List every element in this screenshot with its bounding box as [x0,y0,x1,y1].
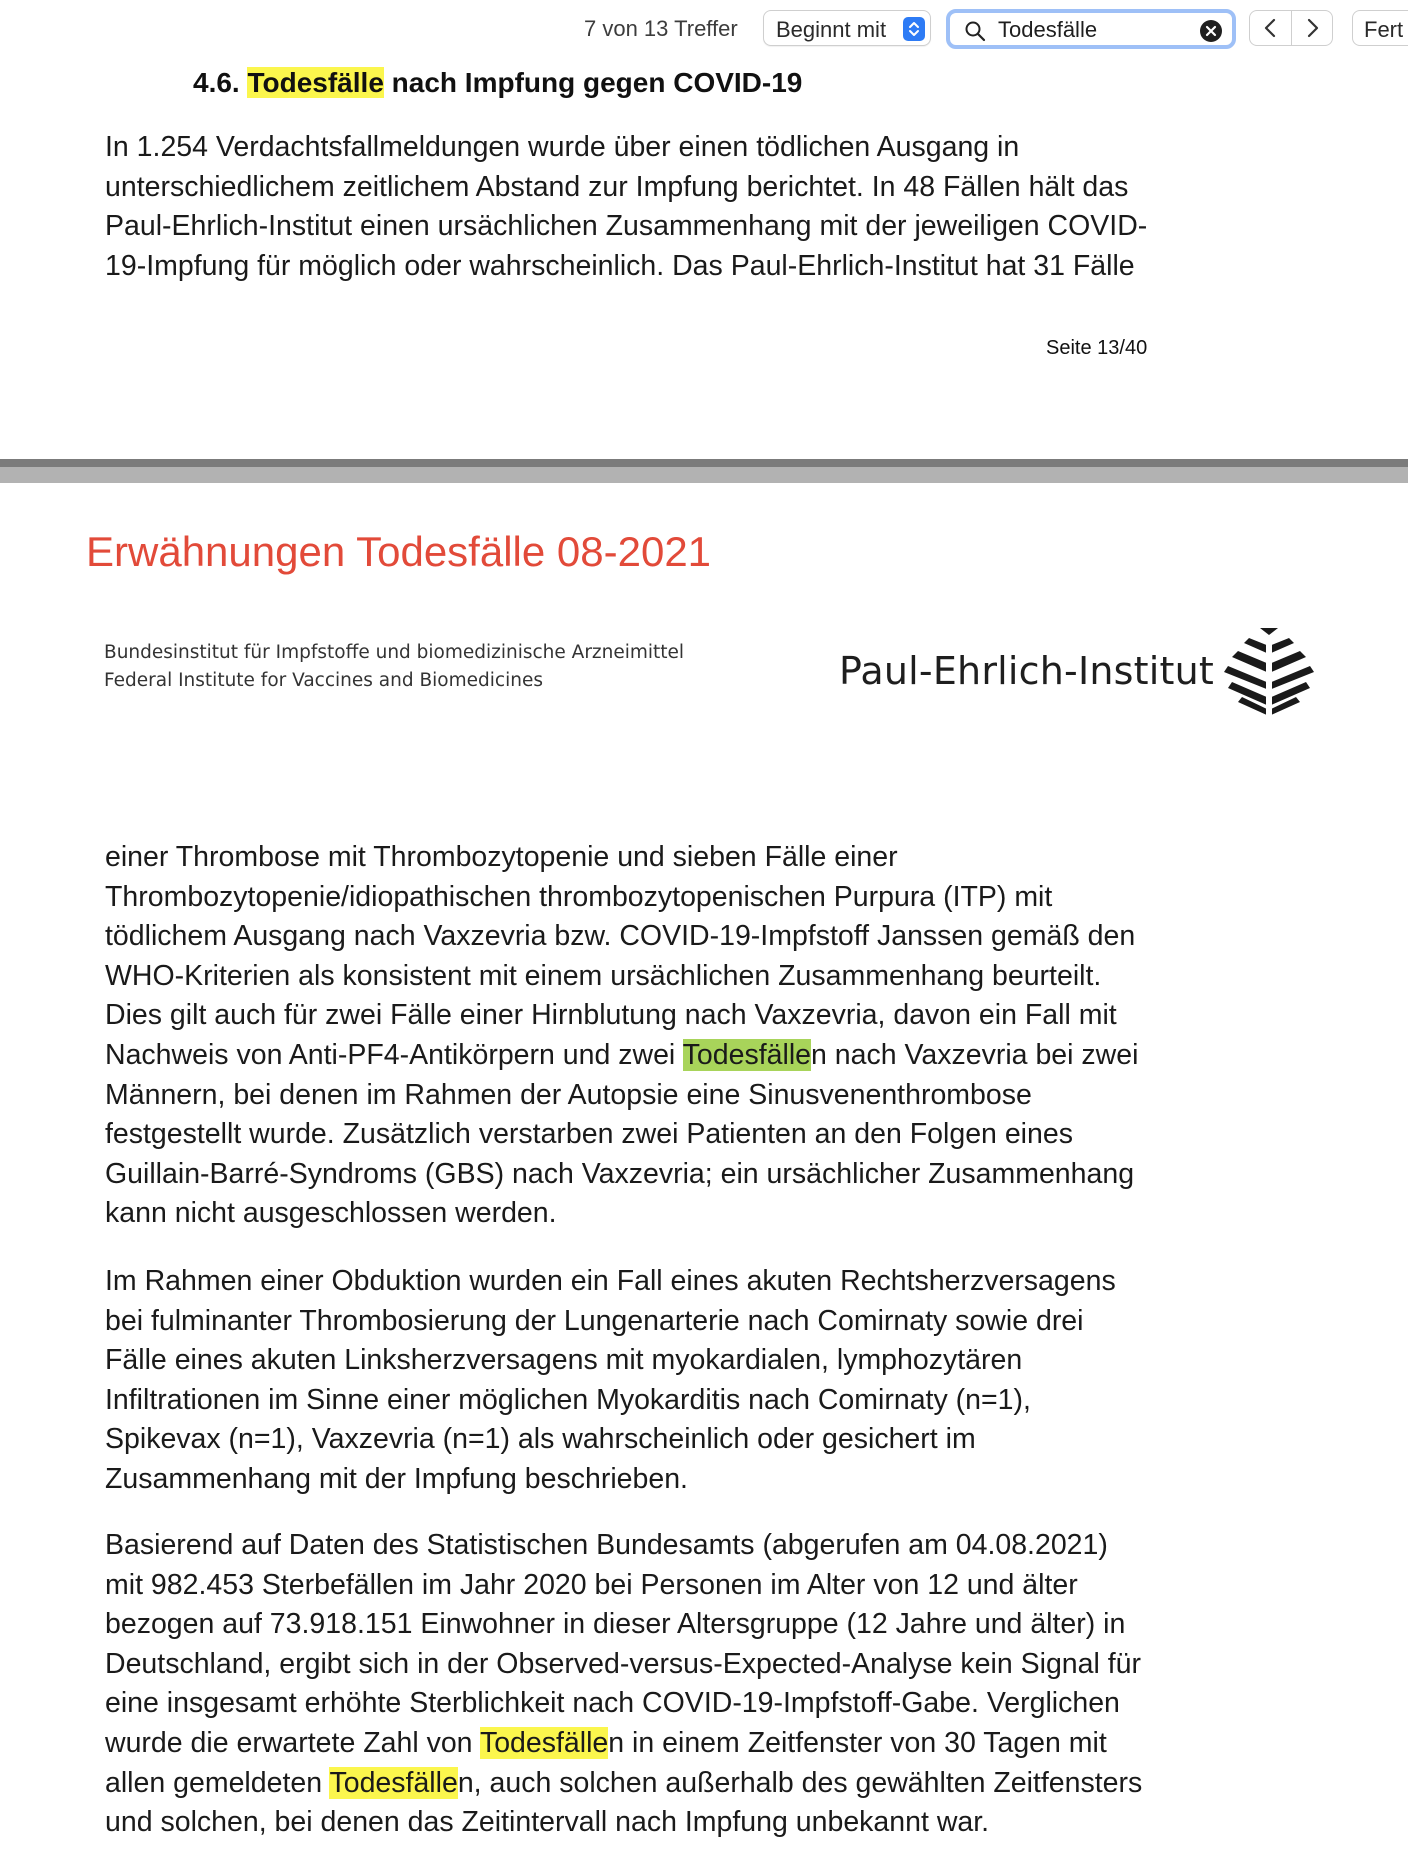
page14-paragraph-2 [105,1262,1255,1500]
text-line: Spikevax (n=1), Vaxzevria (n=1) als wahrscheinlich oder gesichert im [105,1423,976,1456]
done-button[interactable] [1352,10,1408,46]
match-navigation [1249,10,1333,46]
done-button-label: Fert [1364,17,1404,42]
text-segment: allen gemeldeten [105,1766,330,1799]
page-separator [0,459,1408,483]
text-line: kann nicht ausgeschlossen werden. [105,1197,557,1230]
clear-search-icon[interactable] [1200,20,1222,42]
text-line: bezogen auf 73.918.151 Einwohner in dieser Altersgruppe (12 Jahre und älter) in [105,1608,1126,1641]
text-line: Basierend auf Daten des Statistischen Bundesamts (abgerufen am 04.08.2021) [105,1529,1108,1561]
search-field[interactable] [946,9,1236,49]
next-match-button[interactable] [1292,11,1333,45]
search-input[interactable] [998,16,1178,44]
text-line: eine insgesamt erhöhte Sterblichkeit nach COVID-19-Impfstoff-Gabe. Verglichen [105,1687,1120,1720]
text-line: Im Rahmen einer Obduktion wurden ein Fall eines akuten Rechtsherzversagens [105,1265,1116,1297]
text-line: Thrombozytopenie/idiopathischen thrombozytopenischen Purpura (ITP) mit [105,880,1053,913]
text-line: einer Thrombose mit Thrombozytopenie und sieben Fälle einer [105,841,898,873]
text-line [105,1724,1255,1764]
text-line: Dies gilt auch für zwei Fälle einer Hirnblutung nach Vaxzevria, davon ein Fall mit [105,999,1117,1032]
text-line: Paul-Ehrlich-Institut einen ursächlichen Zusammenhang mit der jeweiligen COVID- [105,210,1148,243]
text-segment: wurde die erwartete Zahl von [105,1726,480,1759]
text-line: Infiltrationen im Sinne einer möglichen Myokarditis nach Comirnaty (n=1), [105,1383,1031,1416]
text-line: mit 982.453 Sterbefällen im Jahr 2020 bei Personen im Alter von 12 und älter [105,1568,1078,1601]
text-line: tödlichem Ausgang nach Vaxzevria bzw. COVID-19-Impfstoff Janssen gemäß den [105,920,1136,953]
letterhead-english-line: Federal Institute for Vaccines and Biomedicines [104,670,543,691]
section-heading [193,64,802,102]
chevron-right-icon [1292,11,1333,45]
text-line: bei fulminanter Thrombosierung der Lungenarterie nach Comirnaty sowie drei [105,1304,1084,1337]
text-segment: n, auch solchen außerhalb des gewählten Zeitfensters [457,1766,1143,1799]
letterhead-german-line: Bundesinstitut für Impfstoffe und biomedizinische Arzneimittel [104,642,685,663]
text-line: 19-Impfung für möglich oder wahrscheinlich. Das Paul-Ehrlich-Institut hat 31 Fälle [105,249,1135,282]
search-match-highlight: Todesfälle [479,1726,609,1759]
text-line: WHO-Kriterien als konsistent mit einem ursächlichen Zusammenhang beurteilt. [105,959,1102,992]
section-number: 4.6. [193,67,240,98]
section-title-rest: nach Impfung gegen COVID-19 [391,67,803,98]
previous-match-button[interactable] [1250,11,1292,45]
page-number: Seite 13/40 [1046,337,1148,359]
page14-paragraph-1 [105,838,1255,1234]
text-line: In 1.254 Verdachtsfallmeldungen wurde über einen tödlichen Ausgang in [105,131,1020,163]
text-line: Zusammenhang mit der Impfung beschrieben. [105,1462,688,1495]
current-match-highlight: Todesfälle [682,1038,812,1071]
match-mode-label: Beginnt mit [776,17,887,42]
updown-chevron-icon [903,17,925,41]
text-segment: n in einem Zeitfenster von 30 Tagen mit [608,1726,1107,1759]
text-line: Guillain-Barré-Syndroms (GBS) nach Vaxzevria; ein ursächlicher Zusammenhang [105,1157,1135,1190]
text-line: Deutschland, ergibt sich in der Observed-versus-Expected-Analyse kein Signal für [105,1647,1142,1680]
text-line: Fälle eines akuten Linksherzversagens mit myokardialen, lymphozytären [105,1344,1023,1377]
match-count: 7 von 13 Treffer [584,16,738,41]
pei-logo-icon [1222,626,1316,716]
overlay-title: Erwähnungen Todesfälle 08-2021 [86,528,712,575]
match-mode-select[interactable] [763,10,931,46]
chevron-left-icon [1250,11,1291,45]
text-line [105,1036,1255,1076]
text-line: festgestellt wurde. Zusätzlich verstarben zwei Patienten an den Folgen eines [105,1118,1073,1151]
text-line [105,1764,1255,1804]
search-match-highlight: Todesfälle [247,67,384,98]
text-line: Männern, bei denen im Rahmen der Autopsie eine Sinusvenenthrombose [105,1078,1032,1111]
institute-name: Paul-Ehrlich-Institut [839,649,1214,693]
find-bar [0,0,1408,56]
page13-paragraph [105,128,1255,286]
text-line: und solchen, bei denen das Zeitintervall nach Impfung unbekannt war. [105,1806,990,1839]
page14-paragraph-3 [105,1526,1255,1843]
text-segment: n nach Vaxzevria bei zwei [811,1038,1139,1071]
search-match-highlight: Todesfälle [329,1766,458,1799]
search-icon [964,20,986,42]
text-line: unterschiedlichem zeitlichem Abstand zur Impfung berichtet. In 48 Fällen hält das [105,170,1129,203]
text-segment: Nachweis von Anti-PF4-Antikörpern und zwei [105,1038,683,1071]
